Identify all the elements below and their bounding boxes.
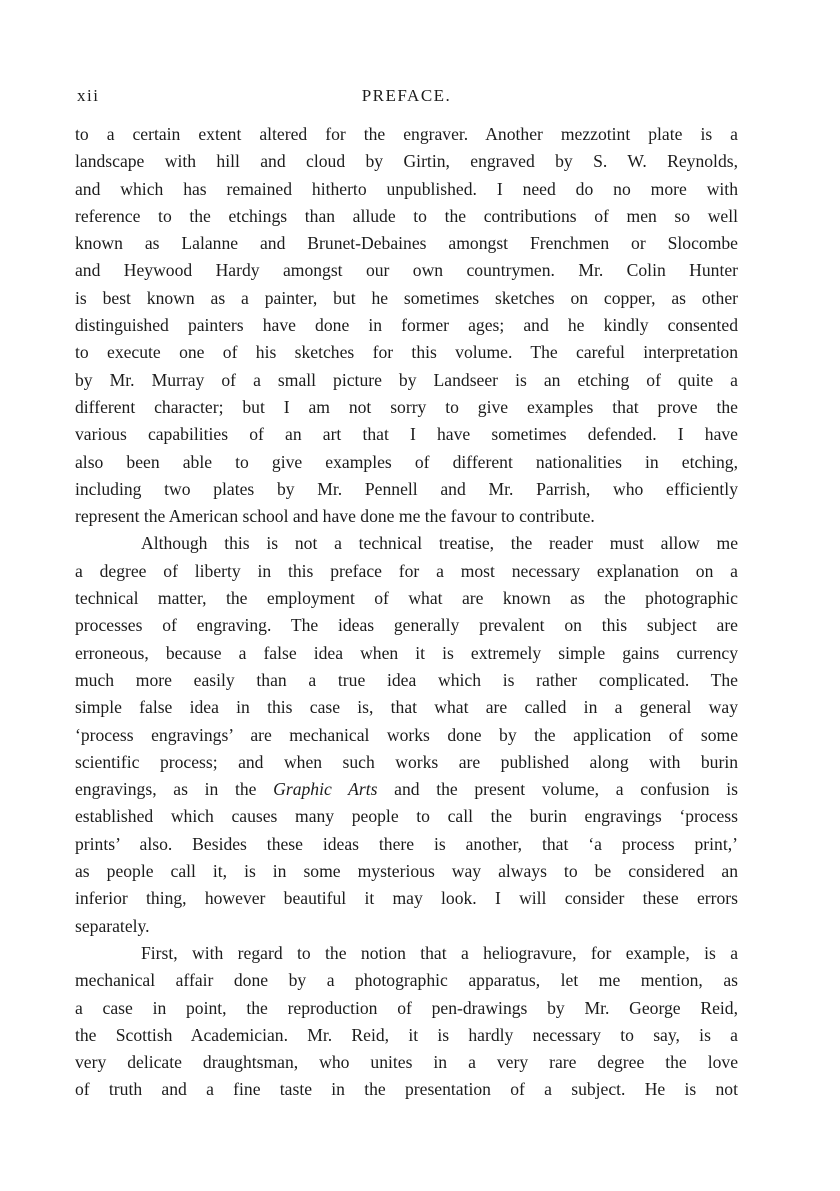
text-line: processes of engraving. The ideas generally prevalent on this subject are	[75, 615, 738, 636]
text-line: including two plates by Mr. Pennell and Mr. Parrish, who efficiently	[75, 478, 738, 499]
body-text	[75, 121, 738, 1104]
text-line: separately.	[75, 915, 150, 936]
text-line: First, with regard to the notion that a heliogravure, for example, is a	[141, 942, 738, 963]
text-line: also been able to give examples of different nationalities in etching,	[75, 451, 738, 472]
text-line: technical matter, the employment of what are known as the photographic	[75, 588, 738, 609]
text-line: scientific process; and when such works are published along with burin	[75, 751, 738, 772]
paragraph	[75, 121, 738, 530]
text-line: to a certain extent altered for the engraver. Another mezzotint plate is a	[75, 124, 738, 144]
text-line: landscape with hill and cloud by Girtin, engraved by S. W. Reynolds,	[75, 151, 738, 172]
text-line: different character; but I am not sorry to give examples that prove the	[75, 396, 738, 417]
text-segment: engravings, as in the	[75, 779, 274, 800]
page-number: xii	[77, 86, 100, 105]
page-title: PREFACE.	[361, 86, 452, 105]
text-line: erroneous, because a false idea when it is extremely simple gains currency	[75, 642, 738, 663]
text-line: of truth and a fine taste in the presentation of a subject. He is not	[75, 1079, 738, 1100]
text-line: and Heywood Hardy amongst our own countrymen. Mr. Colin Hunter	[75, 260, 738, 281]
text-line: established which causes many people to call the burin engravings ‘process	[75, 806, 738, 827]
text-line: prints’ also. Besides these ideas there is another, that ‘a process print,’	[75, 833, 738, 854]
text-segment: and the present volume, a confusion is	[377, 779, 738, 800]
page	[75, 86, 738, 1104]
text-line: various capabilities of an art that I have sometimes defended. I have	[75, 424, 738, 445]
running-head	[75, 86, 738, 112]
text-line: known as Lalanne and Brunet-Debaines amongst Frenchmen or Slocombe	[75, 233, 738, 254]
paragraph	[75, 530, 738, 939]
text-line: mechanical affair done by a photographic apparatus, let me mention, as	[75, 970, 738, 991]
text-line: inferior thing, however beautiful it may look. I will consider these errors	[75, 888, 738, 909]
text-line: a degree of liberty in this preface for a most necessary explanation on a	[75, 560, 738, 581]
text-line: Although this is not a technical treatise, the reader must allow me	[141, 533, 738, 554]
text-line: as people call it, is in some mysterious way always to be considered an	[75, 861, 738, 882]
text-line: by Mr. Murray of a small picture by Landseer is an etching of quite a	[75, 369, 738, 390]
text-line	[75, 776, 738, 803]
text-line: a case in point, the reproduction of pen-drawings by Mr. George Reid,	[75, 997, 738, 1018]
text-line: much more easily than a true idea which is rather complicated. The	[75, 669, 738, 690]
paragraph	[75, 940, 738, 1104]
text-line: represent the American school and have done me the favour to contribute.	[75, 506, 595, 527]
text-line: to execute one of his sketches for this volume. The careful interpretation	[75, 342, 738, 363]
text-line: distinguished painters have done in former ages; and he kindly consented	[75, 315, 738, 336]
text-line: reference to the etchings than allude to the contributions of men so well	[75, 205, 738, 226]
text-line: ‘process engravings’ are mechanical works done by the application of some	[75, 724, 738, 745]
text-line: the Scottish Academician. Mr. Reid, it is hardly necessary to say, is a	[75, 1024, 738, 1045]
text-line: very delicate draughtsman, who unites in a very rare degree the love	[75, 1052, 738, 1073]
italic-title: Graphic Arts	[273, 779, 378, 800]
text-line: and which has remained hitherto unpublished. I need do no more with	[75, 178, 738, 199]
text-line: is best known as a painter, but he sometimes sketches on copper, as other	[75, 287, 738, 308]
text-line: simple false idea in this case is, that what are called in a general way	[75, 697, 738, 718]
